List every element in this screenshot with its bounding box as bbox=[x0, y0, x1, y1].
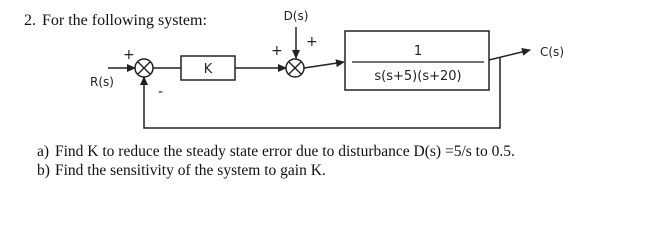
problem-number: 2. bbox=[24, 12, 36, 29]
plant-numerator: 1 bbox=[413, 44, 423, 59]
question-a-letter: a) bbox=[37, 143, 50, 160]
summer2-plus-top-sign: + bbox=[306, 34, 318, 50]
summing-junction-1 bbox=[135, 59, 153, 77]
output-label: C(s) bbox=[540, 45, 564, 59]
summer2-plus-left-sign: + bbox=[271, 43, 283, 59]
question-a-text: Find K to reduce the steady state error due to disturbance D(s) =5/s to 0.5. bbox=[55, 143, 515, 160]
controller-label: K bbox=[203, 62, 213, 77]
output-arrow bbox=[489, 50, 530, 60]
summer1-minus-sign: - bbox=[158, 84, 164, 100]
summer1-plus-sign: + bbox=[123, 47, 135, 63]
plant-denominator: s(s+5)(s+20) bbox=[374, 69, 462, 84]
problem-prompt: For the following system: bbox=[42, 12, 207, 29]
summing-junction-2 bbox=[286, 59, 304, 77]
question-a bbox=[37, 143, 515, 161]
question-b-letter: b) bbox=[37, 162, 50, 179]
question-b bbox=[37, 162, 326, 180]
question-b-text: Find the sensitivity of the system to gain K. bbox=[55, 162, 326, 179]
summer2-to-plant-arrow bbox=[304, 62, 344, 68]
disturbance-label: D(s) bbox=[283, 9, 309, 23]
feedback-path bbox=[144, 57, 500, 128]
input-label: R(s) bbox=[90, 75, 114, 89]
